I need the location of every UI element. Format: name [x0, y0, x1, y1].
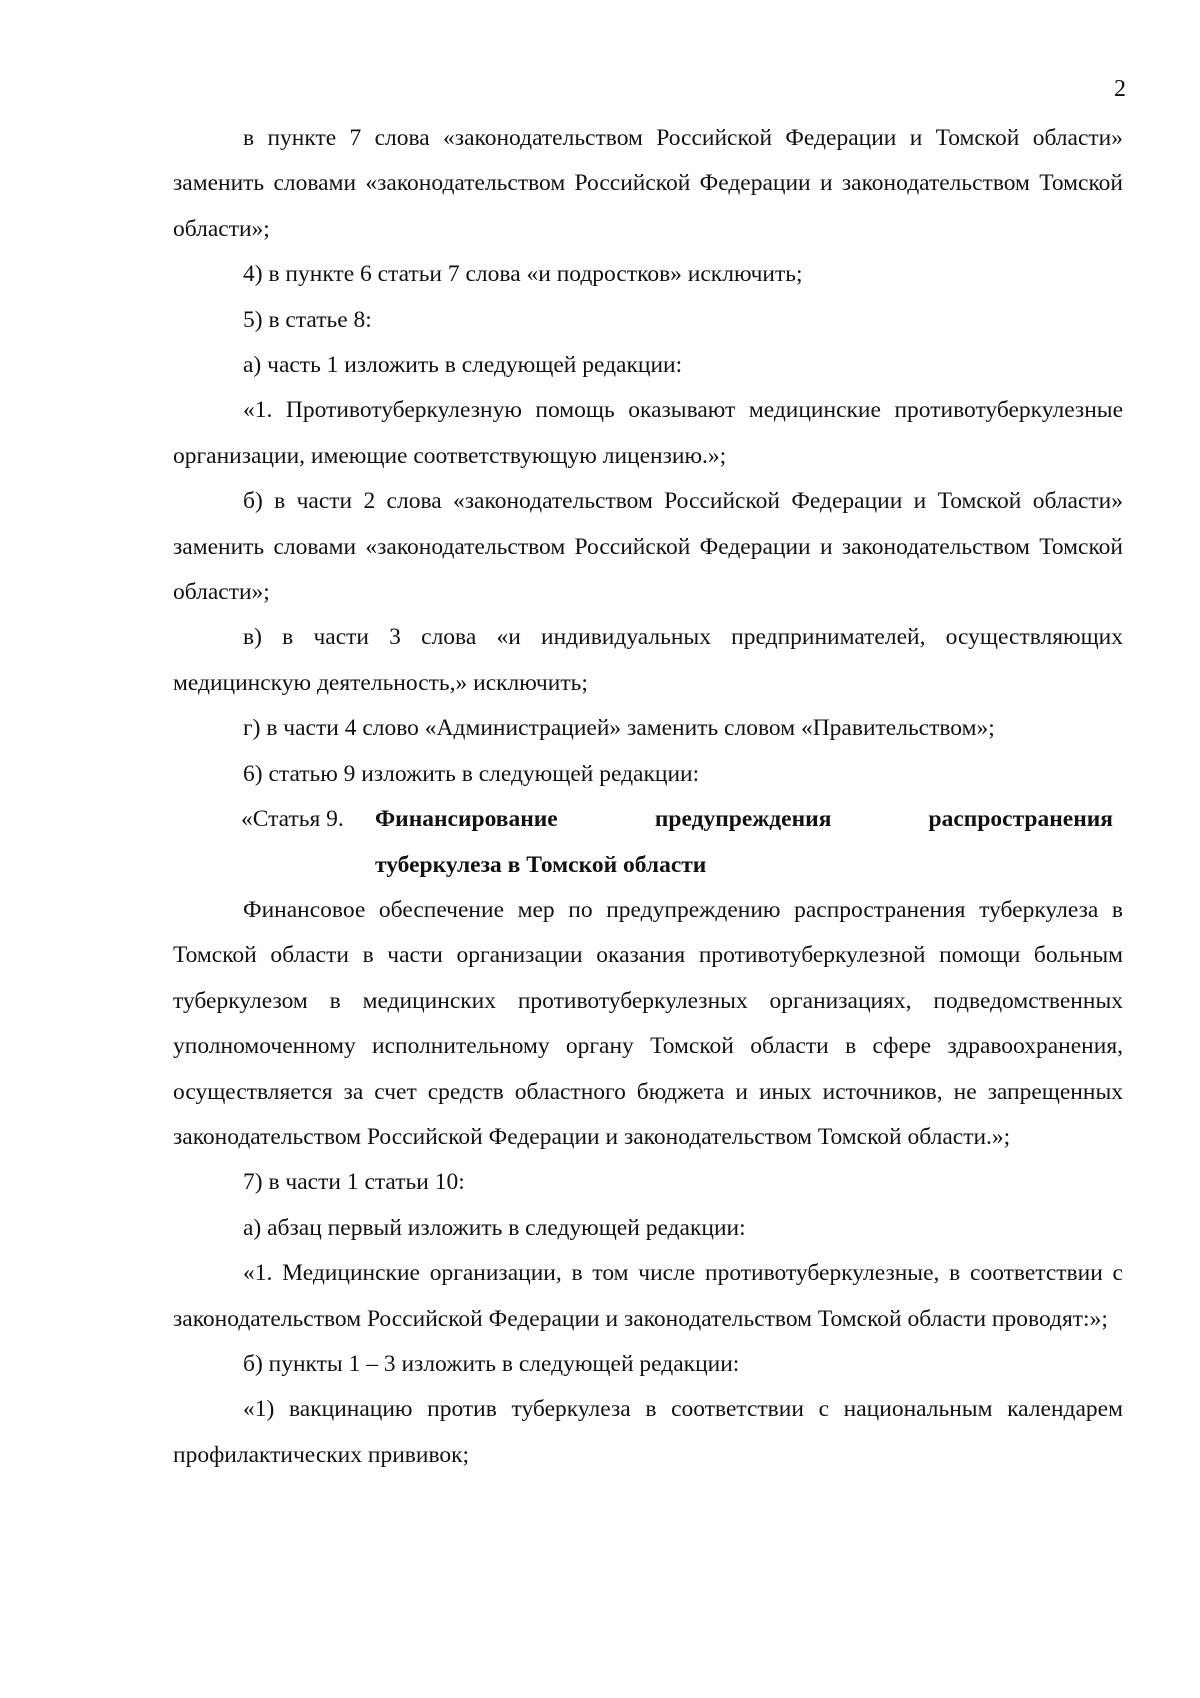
paragraph-amend-item7: в пункте 7 слова «законодательством Российской Федерации и Томской области» заменить словами «законодательством Российской Федерации и законодательством Томской области»;: [173, 125, 1123, 242]
paragraph-item-5v: в) в части 3 слова «и индивидуальных предпринимателей, осуществляющих медицинскую деятельность,» исключить;: [173, 624, 1123, 696]
document-body: [173, 116, 1123, 1478]
article-heading-title-line1: Финансирование предупреждения распространения: [375, 806, 1113, 833]
paragraph-item-7a: а) абзац первый изложить в следующей редакции:: [243, 1214, 746, 1241]
paragraph-quote-point1: «1) вакцинацию против туберкулеза в соответствии с национальным календарем профилактических прививок;: [173, 1396, 1123, 1468]
article-heading-title: [375, 797, 1113, 888]
paragraph-item-4: 4) в пункте 6 статьи 7 слова «и подростков» исключить;: [243, 261, 803, 288]
paragraph-article9-body: Финансовое обеспечение мер по предупреждению распространения туберкулеза в Томской области в части организации оказания противотуберкулезной помощи больным туберкулезом в медицинских противотуберкулезных организациях, подведомственных уполномоченному исполнительному органу Томской области в сфере здравоохранения, осуществляется за счет средств областного бюджета и иных источников, не запрещенных законодательством Российской Федерации и законодательством Томской области.»;: [173, 896, 1123, 1150]
paragraph-item-5: 5) в статье 8:: [243, 306, 372, 333]
page-number: 2: [1114, 76, 1126, 102]
article-heading-title-line2: туберкулеза в Томской области: [375, 851, 707, 878]
paragraph-item-7b: б) пункты 1 – 3 изложить в следующей редакции:: [243, 1350, 740, 1377]
paragraph-quote-part1: «1. Противотуберкулезную помощь оказывают медицинские противотуберкулезные организации, имеющие соответствующую лицензию.»;: [173, 397, 1123, 469]
article-heading: [173, 797, 1123, 888]
paragraph-item-5g: г) в части 4 слово «Администрацией» заменить словом «Правительством»;: [243, 715, 995, 742]
paragraph-item-5b: б) в части 2 слова «законодательством Российской Федерации и Томской области» заменить словами «законодательством Российской Федерации и законодательством Томской области»;: [173, 488, 1123, 606]
article-heading-prefix: «Статья 9.: [241, 806, 344, 833]
paragraph-item-7: 7) в части 1 статьи 10:: [243, 1169, 465, 1196]
paragraph-item-5a: а) часть 1 изложить в следующей редакции:: [243, 352, 683, 379]
paragraph-item-6: 6) статью 9 изложить в следующей редакции:: [243, 760, 700, 787]
paragraph-quote-part1-art10: «1. Медицинские организации, в том числе противотуберкулезные, в соответствии с законодательством Российской Федерации и законодательством Томской области проводят:»;: [173, 1260, 1123, 1332]
